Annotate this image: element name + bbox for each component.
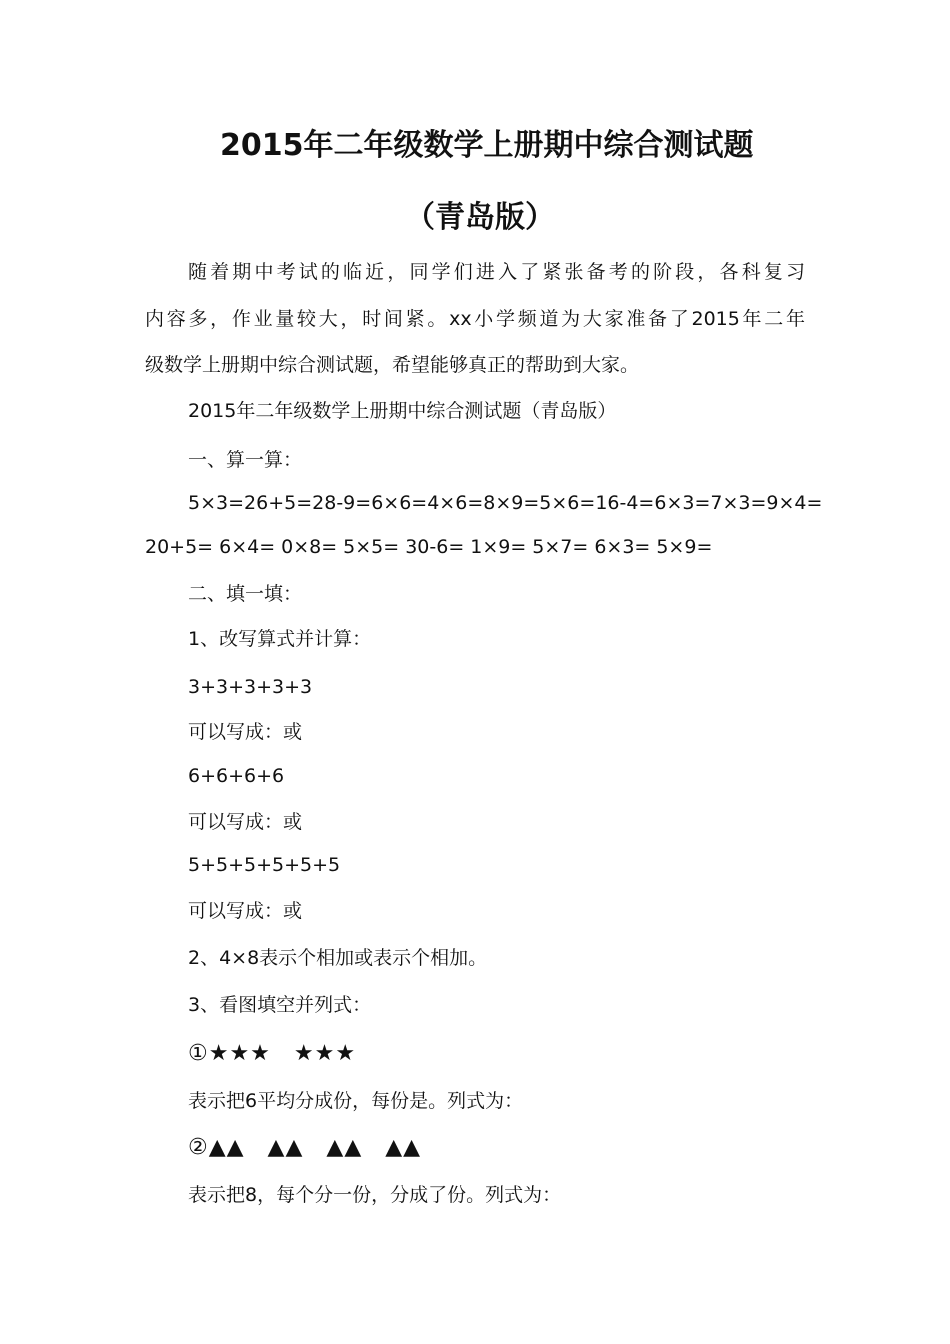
intro-line-2: 内容多，作业量较大，时间紧。xx小学频道为大家准备了2015年二年 [145, 308, 805, 330]
figure-1-question: 表示把6平均分成份，每份是。列式为： [188, 1090, 524, 1112]
expression-1: 3+3+3+3+3 [188, 676, 313, 698]
section2-heading: 二、填一填： [188, 583, 303, 605]
figure-triangles: ②▲▲ ▲▲ ▲▲ ▲▲ [188, 1135, 422, 1160]
calc-item: 16-4= [595, 492, 655, 514]
section1-heading: 一、算一算： [188, 449, 303, 471]
calc-item: 9×4= [766, 492, 823, 514]
rewrite-line-3: 可以写成：或 [188, 900, 303, 922]
question-3: 3、看图填空并列式： [188, 994, 372, 1016]
calc-item: 28-9= [312, 492, 372, 514]
expression-2: 6+6+6+6 [188, 765, 285, 787]
intro-line-1: 随着期中考试的临近，同学们进入了紧张备考的阶段，各科复习 [188, 261, 805, 283]
calc-item: 6×6= [371, 492, 428, 514]
expression-3: 5+5+5+5+5+5 [188, 854, 341, 876]
figure-stars: ①★★★ ★★★ [188, 1041, 357, 1066]
calc-item: 26+5= [244, 492, 313, 514]
subtitle: 2015年二年级数学上册期中综合测试题（青岛版） [188, 400, 617, 422]
calc-item: 6×4= [219, 536, 276, 558]
calc-item: 5×5= [343, 536, 400, 558]
calc-row-1 [188, 491, 823, 515]
intro-line-3: 级数学上册期中综合测试题，希望能够真正的帮助到大家。 [145, 354, 640, 376]
calc-item: 5×3= [188, 492, 245, 514]
calc-row-2 [145, 535, 712, 559]
figure-2-question: 表示把8，每个分一份，分成了份。列式为： [188, 1184, 562, 1206]
calc-item: 5×9= [656, 536, 713, 558]
calc-item: 5×7= [532, 536, 589, 558]
calc-item: 7×3= [710, 492, 767, 514]
calc-item: 6×3= [594, 536, 651, 558]
question-2: 2、4×8表示个相加或表示个相加。 [188, 947, 488, 969]
calc-item: 5×6= [539, 492, 596, 514]
rewrite-line-2: 可以写成：或 [188, 811, 303, 833]
document-title: 2015年二年级数学上册期中综合测试题 [220, 128, 754, 163]
document-title-edition: （青岛版） [405, 200, 555, 235]
question-1: 1、改写算式并计算： [188, 628, 372, 650]
calc-item: 6×3= [654, 492, 711, 514]
calc-item: 20+5= [145, 536, 214, 558]
calc-item: 4×6= [427, 492, 484, 514]
calc-item: 8×9= [483, 492, 540, 514]
calc-item: 1×9= [470, 536, 527, 558]
calc-item: 0×8= [281, 536, 338, 558]
rewrite-line-1: 可以写成：或 [188, 721, 303, 743]
calc-item: 30-6= [405, 536, 465, 558]
